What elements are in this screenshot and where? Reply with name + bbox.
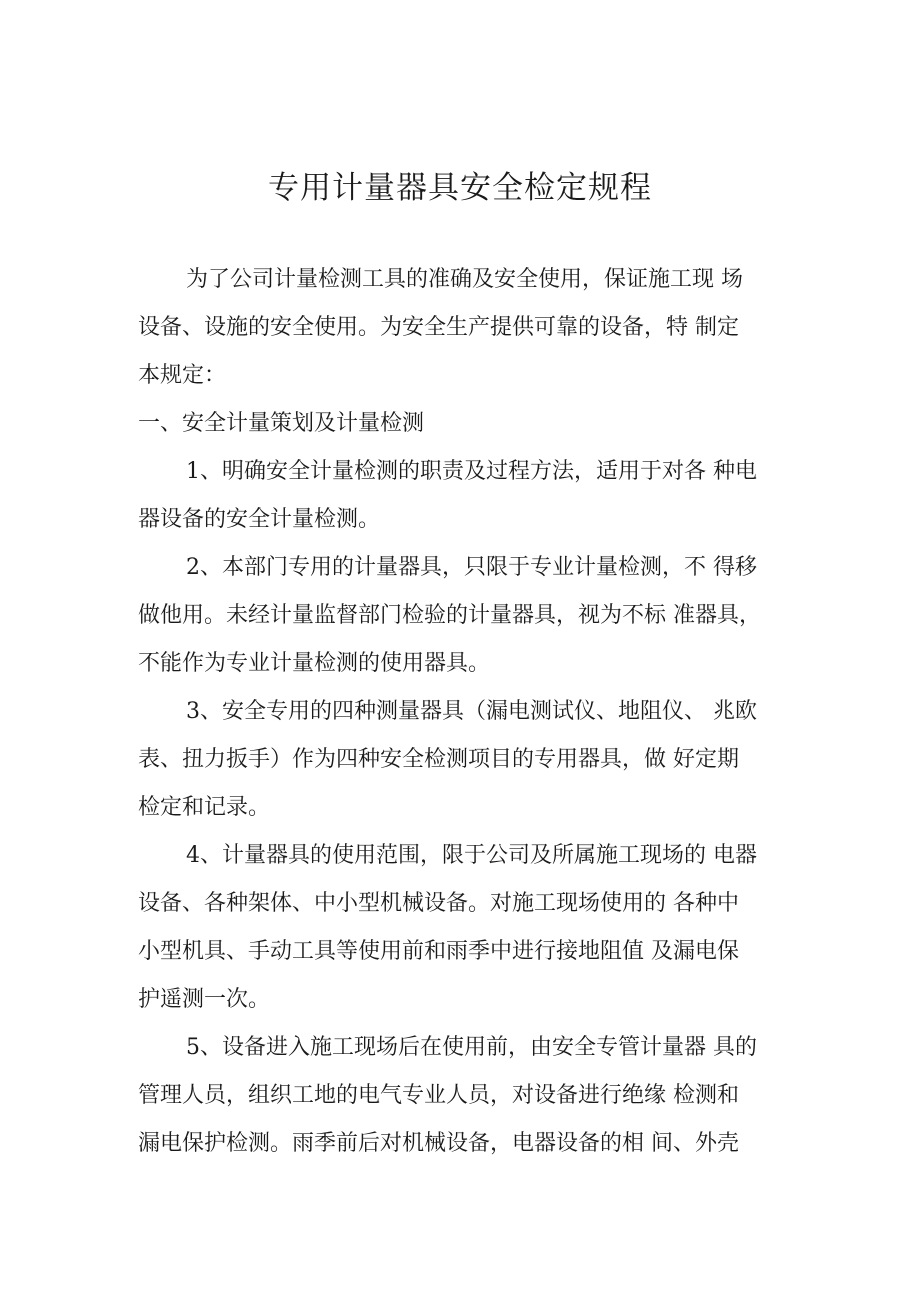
paragraph-line: 表、扭力扳手）作为四种安全检测项目的专用器具，做 好定期 — [138, 747, 739, 772]
paragraph-line: 本规定： — [138, 363, 227, 388]
paragraph-line: 设备、各种架体、中小型机械设备。对施工现场使用的 各种中 — [138, 891, 739, 916]
paragraph-line: 2、本部门专用的计量器具，只限于专业计量检测，不 得移 — [186, 555, 757, 580]
paragraph-line: 漏电保护检测。雨季前后对机械设备，电器设备的相 间、外壳 — [138, 1131, 739, 1156]
paragraph-line: 1、明确安全计量检测的职责及过程方法，适用于对各 种电 — [186, 459, 757, 484]
paragraph-line: 器设备的安全计量检测。 — [138, 507, 381, 532]
paragraph-line: 小型机具、手动工具等使用前和雨季中进行接地阻值 及漏电保 — [138, 939, 739, 964]
paragraph-line: 检定和记录。 — [138, 795, 271, 820]
paragraph-line: 5、设备进入施工现场后在使用前，由安全专管计量器 具的 — [186, 1035, 757, 1060]
paragraph-line: 为了公司计量检测工具的准确及安全使用，保证施工现 场 — [186, 267, 743, 292]
document-title: 专用计量器具安全检定规程 — [268, 170, 652, 206]
section-heading: 一、安全计量策划及计量检测 — [138, 411, 425, 436]
paragraph-line: 护遥测一次。 — [138, 987, 271, 1012]
paragraph-line: 不能作为专业计量检测的使用器具。 — [138, 651, 491, 676]
paragraph-line: 做他用。未经计量监督部门检验的计量器具，视为不标 准器具， — [138, 603, 761, 628]
paragraph-line: 3、安全专用的四种测量器具（漏电测试仪、地阻仪、 兆欧 — [186, 699, 757, 724]
paragraph-line: 4、计量器具的使用范围，限于公司及所属施工现场的 电器 — [186, 843, 757, 868]
paragraph-line: 管理人员，组织工地的电气专业人员，对设备进行绝缘 检测和 — [138, 1083, 739, 1108]
paragraph-line: 设备、设施的安全使用。为安全生产提供可靠的设备，特 制定 — [138, 315, 739, 340]
